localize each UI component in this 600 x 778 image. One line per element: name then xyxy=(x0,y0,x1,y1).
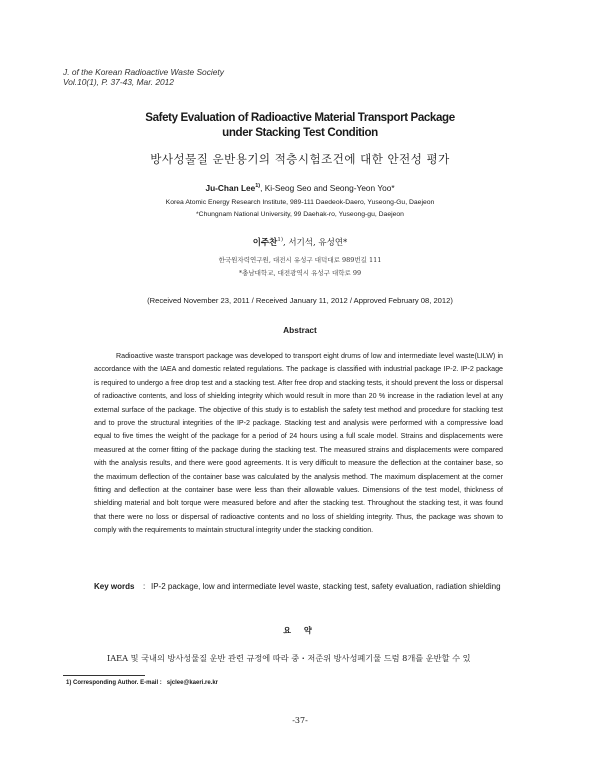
title-line-1: Safety Evaluation of Radioactive Material Transport Package xyxy=(145,111,455,124)
affiliation-korean-1: 한국원자력연구원, 대전시 유성구 대덕대로 989번길 111 xyxy=(218,256,382,264)
authors-english xyxy=(0,183,600,193)
page-number: -37- xyxy=(292,716,308,725)
footnote-divider xyxy=(63,675,145,676)
affiliation-english-2: *Chungnam National University, 99 Daehak-ro, Yuseong-gu, Daejeon xyxy=(196,211,404,218)
title-line-2: under Stacking Test Condition xyxy=(222,126,378,139)
abstract-body: Radioactive waste transport package was developed to transport eight drums of low and intermediate level waste(LILW) in accordance with the IAEA and domestic related regulations. The package is classified with industrial package IP-2. IP-2 package is required to undergo a free drop test and a stacking test. After free drop and stacking tests, it should prevent the loss or dispersal of radioactive contents, and loss of shielding integrity which would result in more than 20 % increase in the radiation level at any external surface of the package. The objective of this study is to establish the safety test method and procedure for stacking test and to prove the structural integrities of the IP-2 package. Stacking test and analysis were performed with a compressive load equal to five times the weight of the package for a period of 24 hours using a full scale model. Strains and displacements were measured at the corner fitting of the package during the stacking test. The measured strains and displacements were compared with the analysis results, and there were good agreements. It is very difficult to measure the deflection at the container base, so the maximum deflection of the container base was calculated by the analysis method. The maximum displacement at the corner fitting and deflection at the container base were less than their allowable values. Dimensions of the test model, thickness of shielding material and bolt torque were measured before and after the stacking test. Throughout the stacking test, it was found that there were no loss or dispersal of radioactive contents and no loss of shielding integrity. Thus, the package was shown to comply with the requirements to maintain structural integrity under the stacking condition. xyxy=(94,352,503,535)
received-dates: (Received November 23, 2011 / Received January 11, 2012 / Approved February 08, 2012) xyxy=(147,296,453,305)
journal-name: J. of the Korean Radioactive Waste Society xyxy=(63,67,224,77)
affiliation-english-1: Korea Atomic Energy Research Institute, 989-111 Daedeok-Daero, Yuseong-Gu, Daejeon xyxy=(165,199,435,206)
keywords-block xyxy=(94,579,506,595)
affiliation-korean-2: *충남대학교, 대전광역시 유성구 대학로 99 xyxy=(238,269,362,277)
journal-citation xyxy=(63,67,224,87)
first-author: Ju-Chan Lee xyxy=(205,183,256,193)
paper-title-korean: 방사성물질 운반용기의 적층시험조건에 대한 안전성 평가 xyxy=(150,152,450,166)
co-authors-korean: , 서기석, 유성연* xyxy=(282,238,348,248)
first-author-korean: 이주찬 xyxy=(252,238,278,248)
keywords-colon: : xyxy=(143,582,146,591)
korean-abstract-body: IAEA 및 국내의 방사성물질 운반 관련 규정에 따라 중・저준위 방사성폐기물 드럼 8개를 운반할 수 있 xyxy=(107,653,471,663)
keywords-text: IP-2 package, low and intermediate level waste, stacking test, safety evaluation, radiation shielding xyxy=(151,582,501,591)
authors-korean xyxy=(0,236,600,248)
abstract-heading: Abstract xyxy=(283,325,317,335)
first-author-korean-footnote-mark: 1) xyxy=(277,237,283,244)
paper-title-english xyxy=(0,110,600,140)
co-authors: , Ki-Seog Seo and Seong-Yeon Yoo* xyxy=(260,183,395,193)
korean-abstract-heading: 요 약 xyxy=(283,625,317,635)
first-author-footnote-mark: 1) xyxy=(255,183,261,190)
keywords-label: Key words xyxy=(94,582,135,591)
journal-volume: Vol.10(1), P. 37-43, Mar. 2012 xyxy=(63,77,174,87)
corresponding-author-footnote: 1) Corresponding Author. E-mail : sjclee@kaeri.re.kr xyxy=(66,680,219,686)
